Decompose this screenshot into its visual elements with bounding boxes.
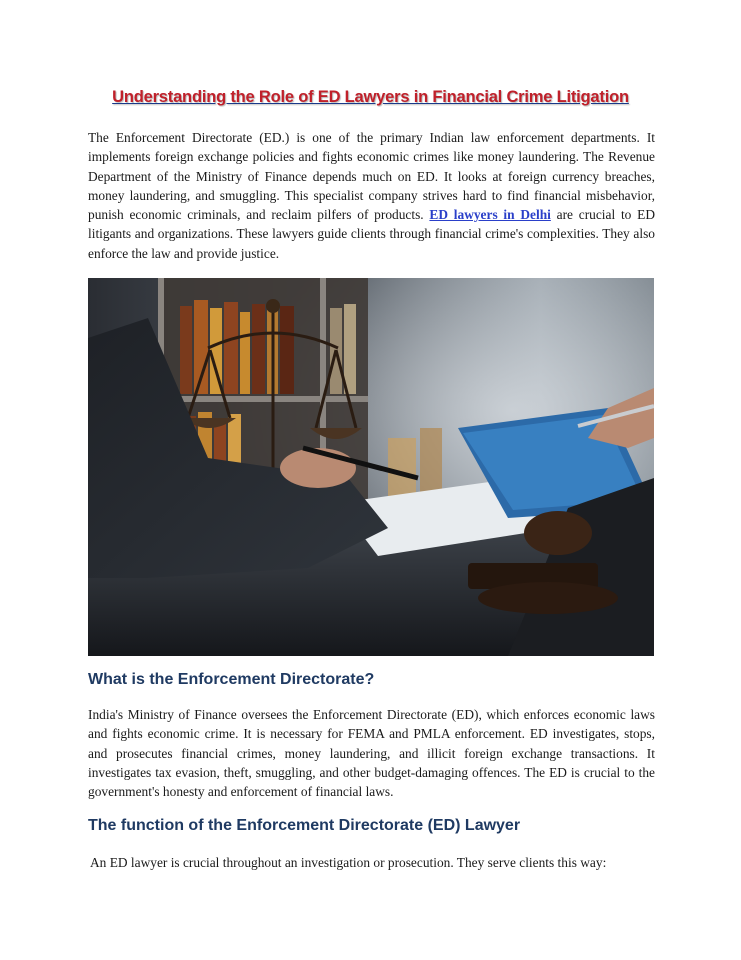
intro-text-start: The Enforcement Directorate (ED.) is one of the primary Indian law enforcement departments. It implements foreign exchange policies and fights economic crimes like money laundering. The Revenue Department of the Ministry of Finance depends much on ED. It looks at foreign currency breaches, money laundering, and smuggling. This specialist company strives hard to find financial misbehavior, punish economic criminals, and reclaim pilfers of products. (88, 130, 655, 223)
enforcement-directorate-paragraph: India's Ministry of Finance oversees the Enforcement Directorate (ED), which enforces economic laws and fights economic crime. It is necessary for FEMA and PMLA enforcement. ED investigates, stops, and prosecutes financial crimes, money laundering, and illicit foreign exchange transactions. It investigates tax evasion, theft, smuggling, and other budget-damaging offences. The ED is crucial to the government's honesty and enforcement of financial laws. (88, 707, 655, 800)
intro-text-end: are crucial to ED litigants and organizations. These lawyers guide clients through financial crime's complexities. They also enforce the law and provide justice. (88, 207, 655, 261)
section-heading-ed-lawyer-function: The function of the Enforcement Directorate (ED) Lawyer (88, 817, 521, 834)
page-title: Understanding the Role of ED Lawyers in Financial Crime Litigation (112, 88, 629, 106)
section-heading-enforcement-directorate: What is the Enforcement Directorate? (88, 671, 375, 688)
title-container (0, 88, 741, 107)
ed-lawyers-delhi-link[interactable]: ED lawyers in Delhi (429, 207, 551, 223)
intro-paragraph (88, 128, 655, 263)
ed-lawyer-function-paragraph: An ED lawyer is crucial throughout an investigation or prosecution. They serve clients this way: (90, 855, 607, 870)
lawyer-scales-photo (88, 278, 654, 656)
